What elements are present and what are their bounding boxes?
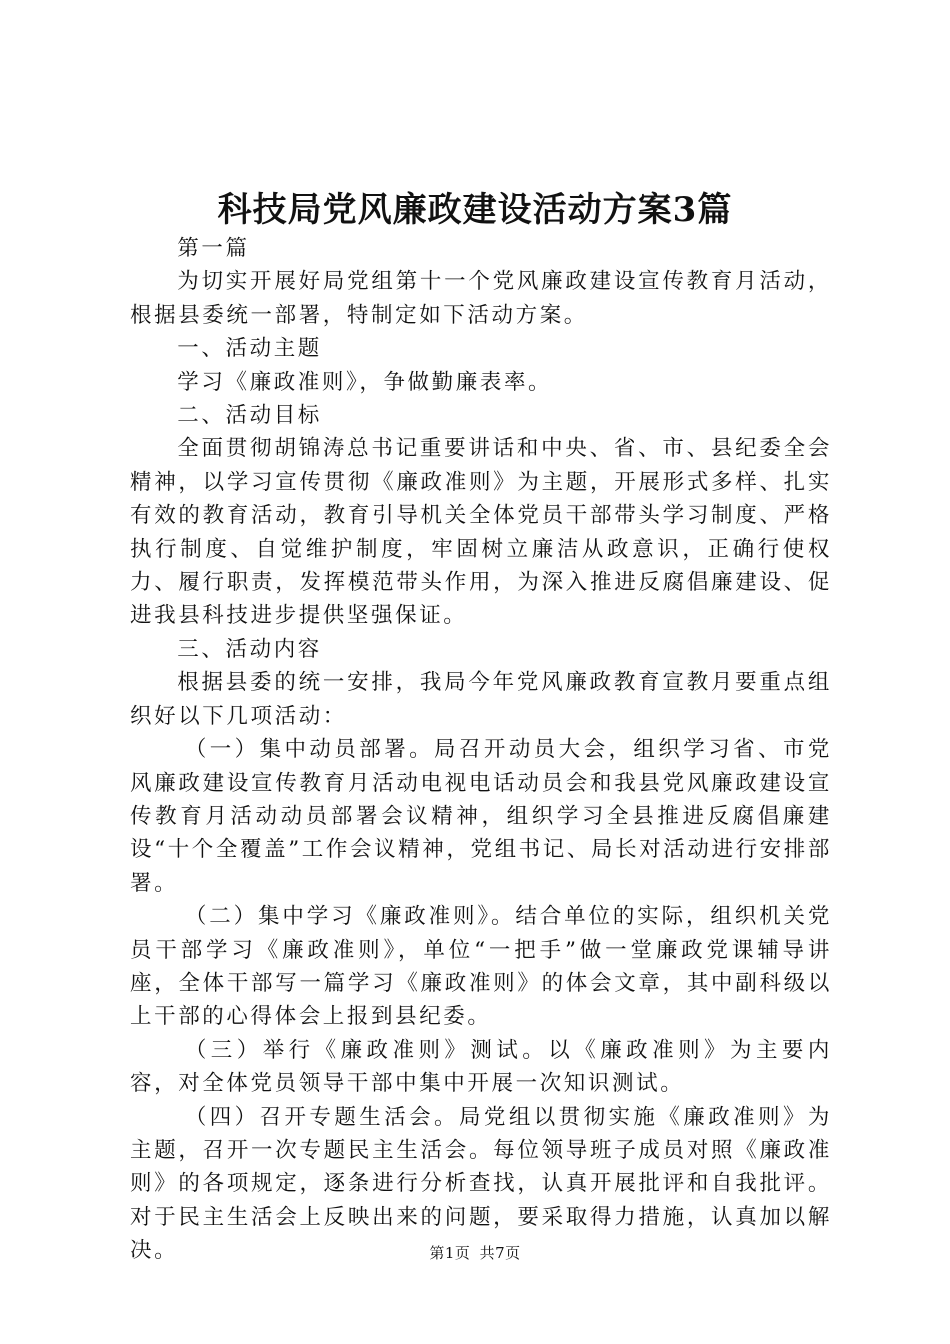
paragraph-item-4: （四）召开专题生活会。局党组以贯彻实施《廉政准则》为主题，召开一次专题民主生活会。每位领导班子成员对照《廉政准则》的各项规定，逐条进行分析查找，认真开展批评和自我批评。对于民主生活会上反映出来的问题，要采取得力措施，认真加以解决。 (130, 1104, 832, 1264)
paragraph-section-heading: 第一篇 (177, 236, 250, 261)
paragraph-content-intro: 根据县委的统一安排，我局今年党风廉政教育宣教月要重点组织好以下几项活动： (130, 670, 832, 729)
page-footer (0, 1243, 950, 1263)
paragraph-heading-content: 三、活动内容 (177, 636, 322, 662)
paragraph-goal: 全面贯彻胡锦涛总书记重要讲话和中央、省、市、县纪委全会精神，以学习宣传贯彻《廉政准则》为主题，开展形式多样、扎实有效的教育活动，教育引导机关全体党员干部带头学习制度、严格执行制度、自觉维护制度，牢固树立廉洁从政意识，正确行使权力、履行职责，发挥模范带头作用，为深入推进反腐倡廉建设、促进我县科技进步提供坚强保证。 (130, 436, 832, 629)
paragraph-intro: 为切实开展好局党组第十一个党风廉政建设宣传教育月活动，根据县委统一部署，特制定如下活动方案。 (130, 269, 832, 328)
paragraph-item-1: （一）集中动员部署。局召开动员大会，组织学习省、市党风廉政建设宣传教育月活动电视电话动员会和我县党风廉政建设宣传教育月活动动员部署会议精神，组织学习全县推进反腐倡廉建设“十个全覆盖”工作会议精神，党组书记、局长对活动进行安排部署。 (130, 737, 832, 896)
paragraph-heading-goal: 二、活动目标 (177, 403, 322, 429)
paragraph-theme: 学习《廉政准则》，争做勤廉表率。 (177, 369, 553, 395)
page-number: 第1页 (429, 1244, 471, 1262)
document-title: 科技局党风廉政建设活动方案3篇 (217, 190, 733, 230)
paragraph-item-2: （二）集中学习《廉政准则》。结合单位的实际，组织机关党员干部学习《廉政准则》，单位“一把手”做一堂廉政党课辅导讲座，全体干部写一篇学习《廉政准则》的体会文章，其中副科级以上干部的心得体会上报到县纪委。 (130, 904, 832, 1030)
page-total: 共7页 (479, 1244, 521, 1262)
paragraph-heading-theme: 一、活动主题 (177, 336, 322, 362)
paragraph-item-3: （三）举行《廉政准则》测试。以《廉政准则》为主要内容，对全体党员领导干部中集中开展一次知识测试。 (130, 1037, 832, 1097)
document-body (130, 232, 832, 1268)
